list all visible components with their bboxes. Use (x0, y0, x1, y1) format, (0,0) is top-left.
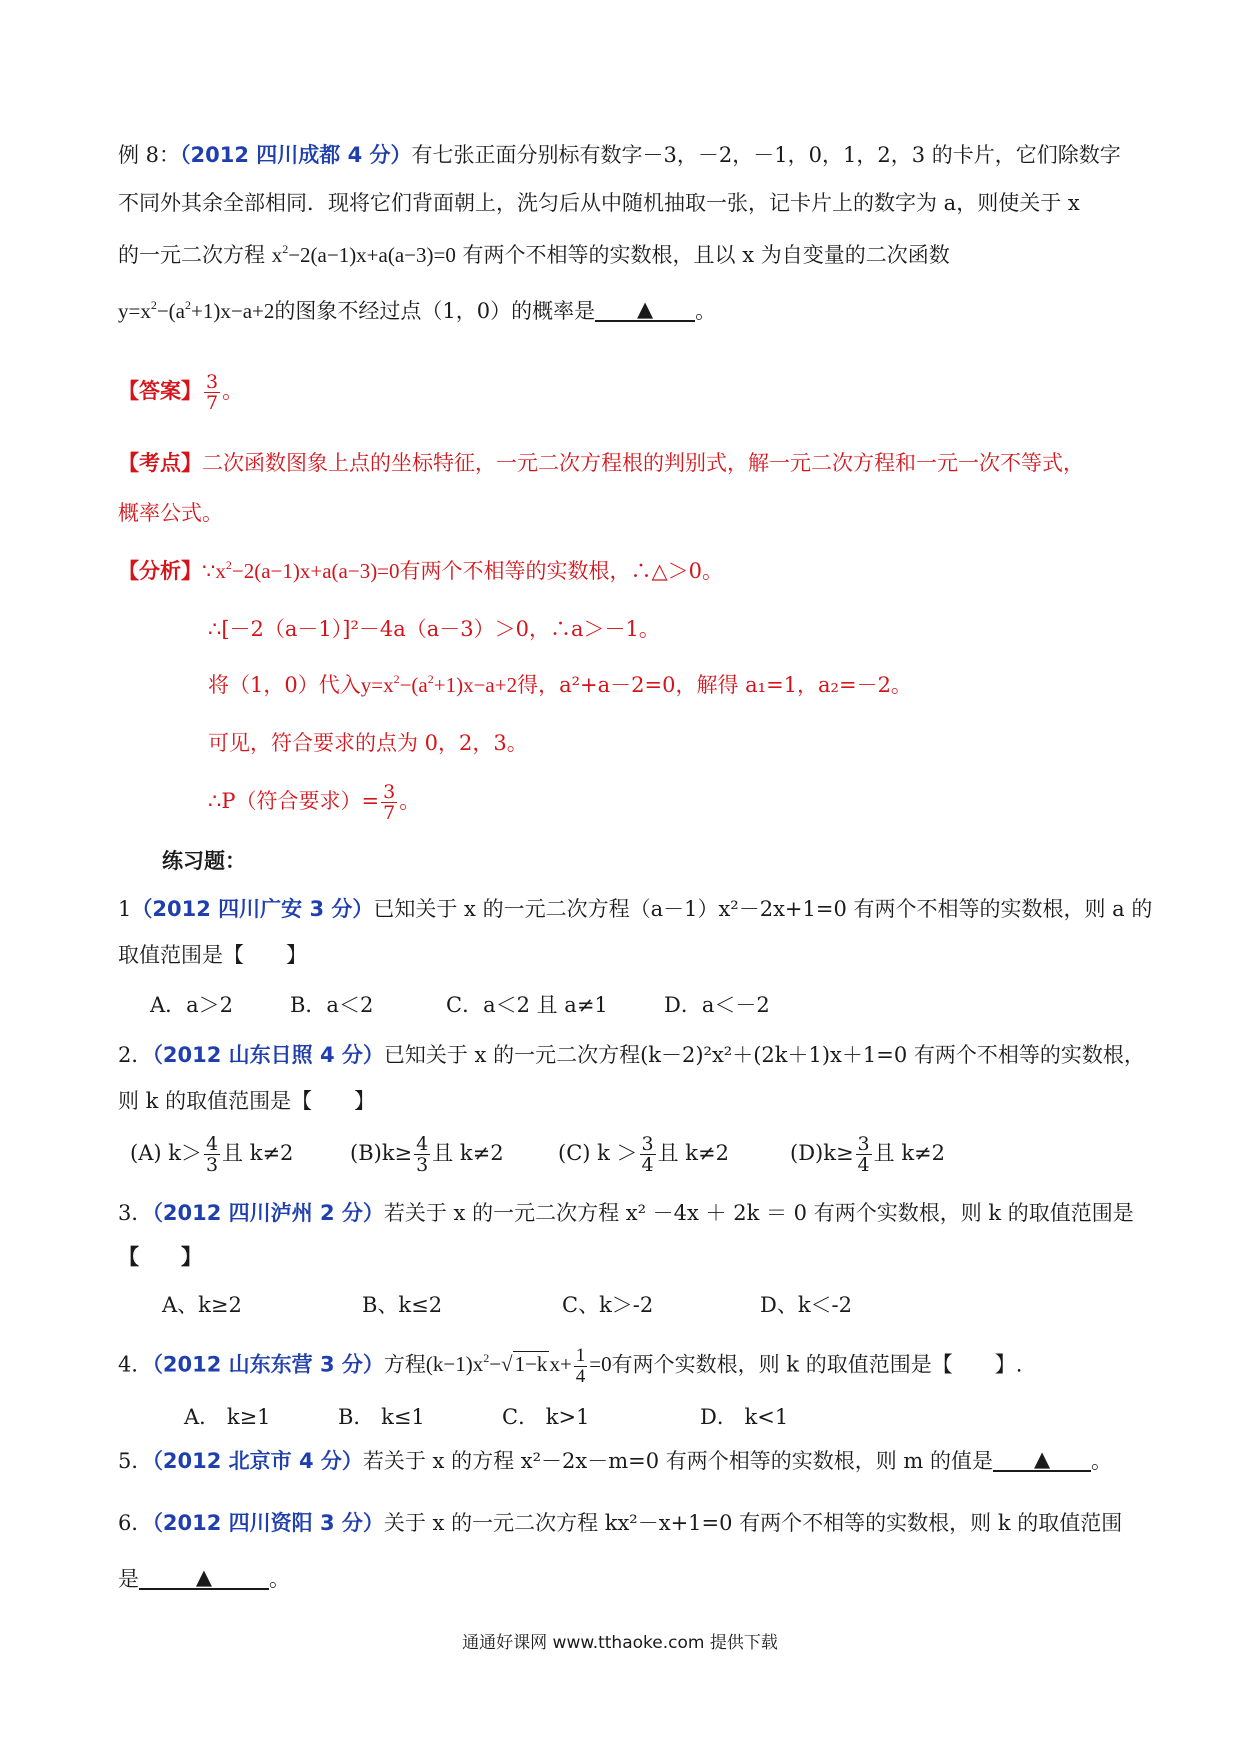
q2-option-b-den: 3 (416, 1154, 429, 1176)
q1-text-2: 取值范围是【 】 (118, 943, 307, 967)
example-line-4 (118, 296, 716, 326)
q6-text-2: 是 (118, 1567, 139, 1591)
analysis-text-4: 可见，符合要求的点为 0，2，3。 (208, 731, 528, 755)
q4-text-post: 有两个实数根，则 k 的取值范围是【 】. (611, 1352, 1023, 1377)
example-text-4: 的图象不经过点（1，0）的概率是 (274, 299, 596, 323)
example-label: 例 8： (118, 143, 181, 167)
q4-number: 4． (118, 1352, 153, 1377)
answer-line (118, 372, 243, 413)
q2-option-b-num: 4 (416, 1133, 429, 1155)
q1-option-b[interactable]: B．a＜2 (290, 993, 374, 1017)
q1-option-c[interactable]: C．a＜2 且 a≠1 (446, 993, 608, 1017)
example-text-3b: 有两个不相等的实数根，且以 x 为自变量的二次函数 (462, 243, 950, 267)
equation-quadratic: $x^2-2(a-1)x+a(a-3)=0$ (271, 242, 456, 267)
q3-text: 若关于 x 的一元二次方程 x² －4x ＋ 2k ＝ 0 有两个实数根，则 k 的取值范围是 (383, 1201, 1134, 1225)
q6-source: （2012 四川资阳 3 分） (152, 1511, 384, 1535)
q1-number: 1 (118, 897, 132, 921)
q1-line-1 (118, 894, 1152, 924)
q3-line-2 (118, 1242, 202, 1272)
points-text-1: 二次函数图象上点的坐标特征，一元二次方程根的判别式，解一元二次方程和一元一次不等式， (202, 451, 1084, 475)
q3-option-c[interactable]: C、k＞-2 (562, 1293, 654, 1317)
q4-option-c[interactable]: C． k>1 (502, 1405, 590, 1429)
example-line-1 (118, 140, 1121, 170)
q3-option-a[interactable]: A、k≥2 (162, 1293, 242, 1317)
example-line-3 (118, 240, 950, 270)
triangle-icon: ▲ (637, 297, 654, 321)
points-line-1 (118, 448, 1084, 478)
q6-end: 。 (269, 1567, 290, 1591)
equation-function: $y=x^2-(a^2+1)x-a+2$ (118, 298, 275, 323)
q2-option-b-fraction (414, 1134, 430, 1175)
q2-text: 已知关于 x 的一元二次方程(k－2)²x²＋(2k＋1)x＋1=0 有两个不相等的实数根， (383, 1043, 1145, 1067)
q4-option-a[interactable]: A． k≥1 (184, 1405, 271, 1429)
q2-option-c-post: 且 k≠2 (657, 1141, 729, 1165)
q2-option-d-pre: (D)k≥ (790, 1141, 854, 1165)
because-symbol: ∵ (202, 559, 216, 583)
q5-end: 。 (1091, 1449, 1113, 1473)
q4-line-1 (118, 1346, 1022, 1387)
analysis-equation: $x^2-2(a-1)x+a(a-3)=0$ (215, 558, 400, 583)
answer-end: 。 (222, 379, 244, 403)
q4-option-d[interactable]: D． k<1 (700, 1405, 789, 1429)
analysis-line-2 (208, 614, 660, 644)
q2-option-b[interactable] (350, 1134, 504, 1175)
triangle-icon: ▲ (195, 1565, 213, 1589)
q1-line-2 (118, 940, 307, 970)
q1-option-a[interactable]: A．a＞2 (150, 993, 234, 1017)
page-footer: 通通好课网 www.tthaoke.com 提供下载 (462, 1633, 778, 1653)
analysis-text-3b: 得，a²+a－2=0，解得 a₁=1，a₂=－2。 (517, 673, 912, 697)
q2-line-2 (118, 1086, 375, 1116)
analysis-line-5 (208, 782, 420, 823)
answer-tag: 【答案】 (118, 379, 202, 403)
q1-source: （2012 四川广安 3 分） (131, 897, 374, 921)
q3-number: 3． (118, 1201, 153, 1225)
q2-option-a[interactable] (130, 1134, 293, 1175)
answer-fraction (204, 372, 220, 413)
q4-option-b[interactable]: B． k≤1 (338, 1405, 425, 1429)
q5-source: （2012 北京市 4 分） (152, 1449, 363, 1473)
probability-denominator: 7 (383, 802, 396, 824)
q3-option-b[interactable]: B、k≤2 (362, 1293, 443, 1317)
answer-denominator: 7 (206, 392, 219, 414)
q1-option-d[interactable]: D．a＜－2 (664, 993, 770, 1017)
example-text-3a: 的一元二次方程 (118, 243, 265, 267)
q2-source: （2012 山东日照 4 分） (152, 1043, 384, 1067)
analysis-text-3a: 将（1，0）代入 (208, 673, 361, 697)
q6-line-2 (118, 1564, 290, 1594)
example-text-2: 不同外其余全部相同．现将它们背面朝上，洗匀后从中随机抽取一张，记卡片上的数字为 a，则使关于 x (118, 191, 1080, 215)
q3-text-2: 【 】 (118, 1244, 202, 1269)
q2-option-a-fraction (204, 1134, 220, 1175)
analysis-line-1 (118, 556, 723, 586)
q5-number: 5． (118, 1449, 153, 1473)
q6-line-1 (118, 1508, 1122, 1538)
q5-blank[interactable] (993, 1448, 1091, 1472)
q2-option-d-den: 4 (857, 1154, 870, 1176)
q6-number: 6． (118, 1511, 153, 1535)
answer-blank (595, 298, 695, 322)
q3-option-d[interactable]: D、k＜-2 (760, 1293, 853, 1317)
q2-option-a-post: 且 k≠2 (222, 1141, 294, 1165)
points-tag: 【考点】 (118, 451, 202, 475)
q4-equation: $(k-1)x^2-√1-kx+$ $\frac{1}{4}$ =0 (425, 1345, 612, 1387)
example-line-2 (118, 188, 1080, 218)
analysis-function: $y=x^2-(a^2+1)x-a+2$ (360, 672, 518, 697)
answer-numerator: 3 (206, 371, 219, 393)
q2-option-c-den: 4 (641, 1154, 654, 1176)
analysis-end: 。 (399, 789, 421, 813)
q6-text: 关于 x 的一元二次方程 kx²－x+1=0 有两个不相等的实数根，则 k 的取值范围 (383, 1511, 1123, 1535)
analysis-line-4 (208, 728, 528, 758)
q4-source: （2012 山东东营 3 分） (152, 1352, 384, 1377)
q2-option-a-den: 3 (205, 1154, 219, 1176)
points-line-2 (118, 498, 223, 528)
q2-text-2: 则 k 的取值范围是【 】 (118, 1089, 376, 1113)
q5-text: 若关于 x 的方程 x²－2x－m=0 有两个相等的实数根，则 m 的值是 (362, 1449, 994, 1473)
q3-source: （2012 四川泸州 2 分） (152, 1201, 384, 1225)
probability-numerator: 3 (383, 781, 396, 803)
q2-option-c-fraction (640, 1134, 656, 1175)
practice-title: 练习题： (162, 849, 246, 873)
triangle-icon: ▲ (1033, 1447, 1051, 1471)
q6-blank[interactable] (139, 1566, 269, 1590)
q2-option-c-pre: (C) k ＞ (558, 1141, 638, 1165)
q2-option-d-post: 且 k≠2 (873, 1141, 945, 1165)
q2-option-d-fraction (856, 1134, 872, 1175)
points-text-2: 概率公式。 (118, 501, 223, 525)
q5-line-1 (118, 1446, 1112, 1476)
q2-line-1 (118, 1040, 1145, 1070)
q2-option-b-pre: (B)k≥ (350, 1141, 413, 1165)
q2-option-a-num: 4 (205, 1133, 219, 1155)
q2-option-c[interactable] (558, 1134, 729, 1175)
q4-text-pre: 方程 (383, 1352, 426, 1377)
q2-option-d[interactable] (790, 1134, 945, 1175)
probability-fraction (381, 782, 397, 823)
example-source: （2012 四川成都 4 分） (180, 143, 412, 167)
q2-option-d-num: 3 (857, 1133, 870, 1155)
analysis-line-3 (208, 670, 912, 700)
analysis-tag: 【分析】 (118, 559, 202, 583)
q3-line-1 (118, 1198, 1134, 1228)
q2-option-a-pre: (A) k＞ (130, 1141, 202, 1165)
analysis-text-2: ∴[－2（a－1）]²－4a（a－3）＞0，∴a＞－1。 (208, 617, 660, 641)
example-end: 。 (695, 299, 717, 323)
q2-option-c-num: 3 (641, 1133, 654, 1155)
q1-text: 已知关于 x 的一元二次方程（a－1）x²－2x+1=0 有两个不相等的实数根，则 a 的 (373, 897, 1153, 921)
q2-option-b-post: 且 k≠2 (432, 1141, 504, 1165)
analysis-text-5: ∴P（符合要求）= (208, 789, 380, 813)
q2-number: 2． (118, 1043, 153, 1067)
example-text-1: 有七张正面分别标有数字－3，－2，－1，0，1，2，3 的卡片，它们除数字 (411, 143, 1121, 167)
analysis-text-1: 有两个不相等的实数根，∴△＞0。 (399, 559, 724, 583)
